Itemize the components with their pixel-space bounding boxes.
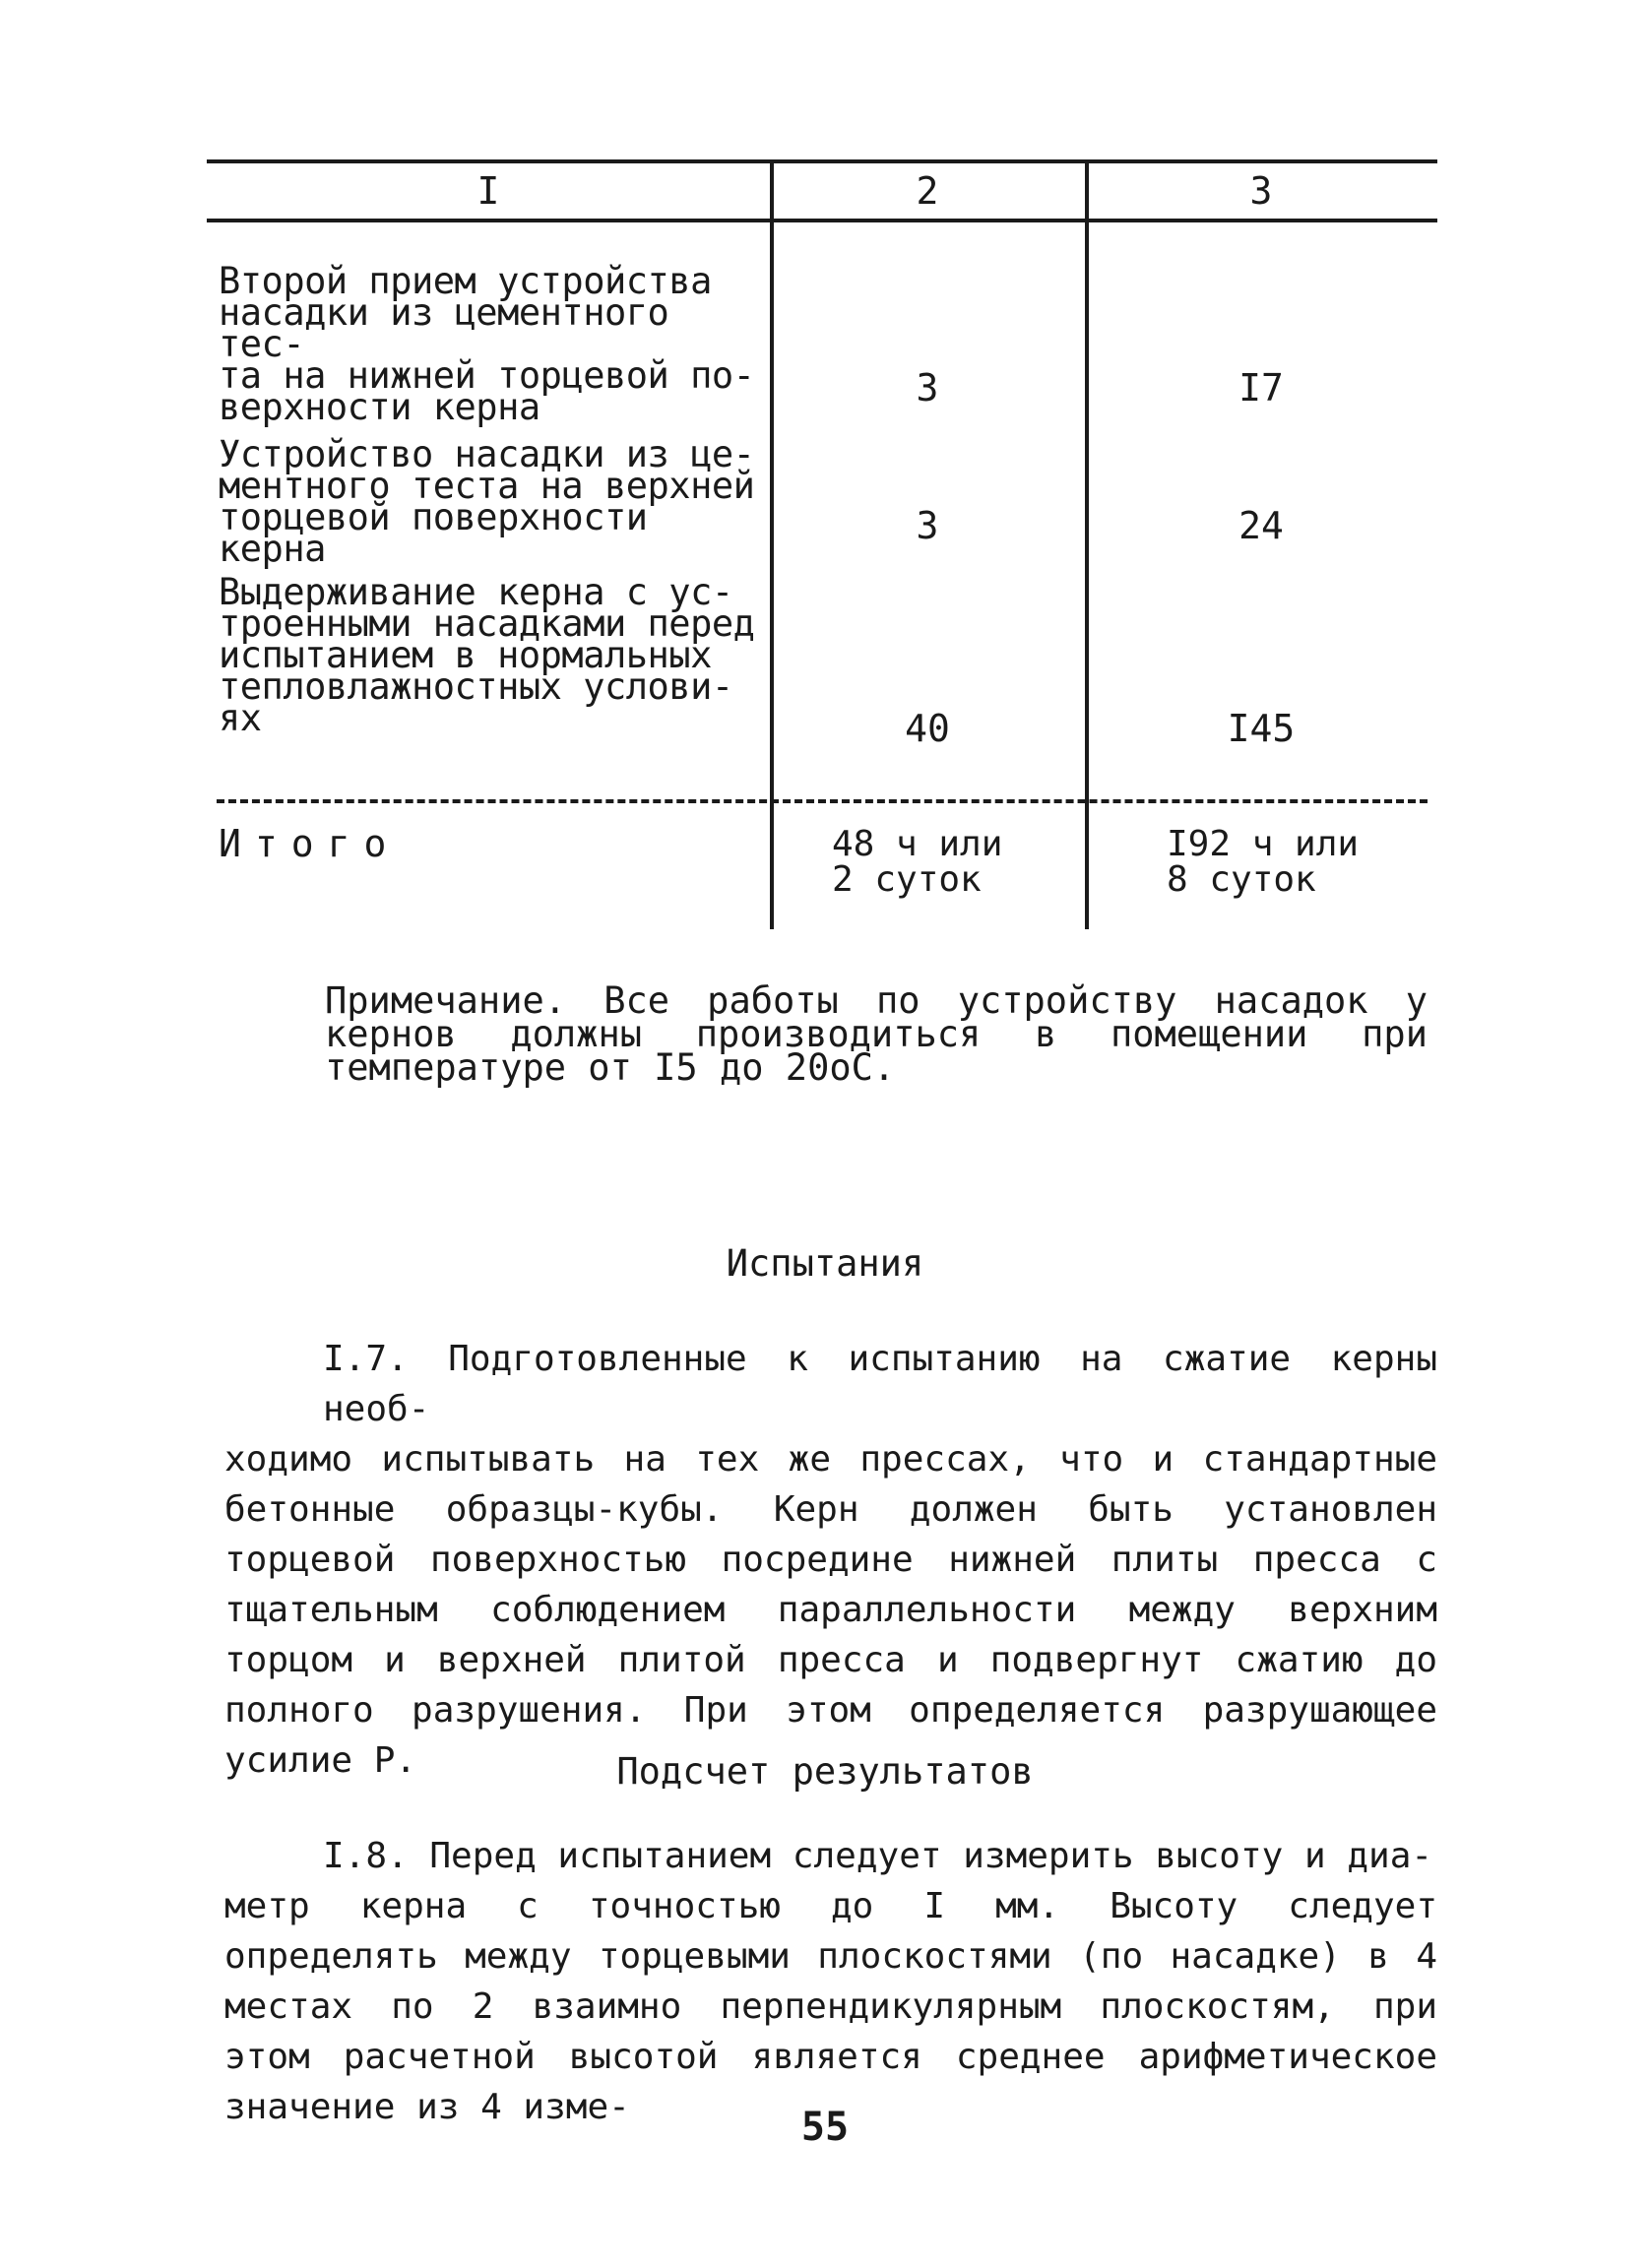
paragraph-1-7-first-line: I.7. Подготовленные к испытанию на сжатие керны необ-: [323, 1339, 1437, 1429]
row-1-label: Второй прием устройства насадки из цементного тес- та на нижней торцевой по- верхности керна: [219, 260, 755, 428]
paragraph-1-7: [224, 1334, 1437, 1786]
total-label: Итого: [219, 822, 401, 865]
row-3-col3: I45: [1227, 707, 1296, 750]
continuation-table: [207, 158, 1437, 935]
header-col-1: I: [476, 169, 500, 213]
total-separator-dashed: [217, 799, 1428, 803]
header-bottom-rule: [207, 219, 1437, 222]
paragraph-1-8-first-line: I.8. Перед испытанием следует измерить высоту и диа-: [323, 1836, 1433, 1876]
row-2-col2: 3: [916, 504, 939, 547]
table-note: Примечание. Все работы по устройству насадок у кернов должны производиться в помещении при температуре от I5 до 20оС.: [325, 979, 1428, 1089]
header-col-2: 2: [916, 169, 939, 213]
section-heading-tests: Испытания: [726, 1242, 924, 1285]
paragraph-1-8-body: метр керна с точностью до I мм. Высоту следует определять между торцевыми плоскостями (по насадке) в 4 местах по 2 взаимно перпендикулярным плоскостям, при этом расчетной высотой является среднее арифметическое значение из 4 изме-: [224, 1886, 1437, 2127]
row-2-label: Устройство насадки из це- ментного теста на верхней торцевой поверхности керна: [219, 433, 755, 570]
row-2-col3: 24: [1238, 504, 1284, 547]
row-3-col2: 40: [905, 707, 950, 750]
row-1-col3: I7: [1238, 366, 1284, 410]
total-col3: I92 ч или 8 суток: [1167, 824, 1360, 900]
header-col-3: 3: [1249, 169, 1273, 213]
row-1-col2: 3: [916, 366, 939, 410]
paragraph-1-7-body: ходимо испытывать на тех же прессах, что и стандартные бетонные образцы-кубы. Керн должен быть установлен торцевой поверхностью посредине нижней плиты пресса с тщательным соблюдением параллельности между верхним торцом и верхней плитой пресса и подвергнут сжатию до полного разрушения. При этом определяется разрушающее усилие Р.: [224, 1439, 1437, 1781]
total-col2: 48 ч или 2 суток: [832, 824, 1003, 900]
paragraph-1-8: [224, 1831, 1437, 2132]
section-heading-results: Подсчет результатов: [616, 1750, 1034, 1793]
page-number: 55: [800, 2105, 850, 2150]
row-3-label: Выдерживание керна с ус- троенными насадками перед испытанием в нормальных тепловлажностных услови- ях: [219, 571, 755, 739]
table-top-rule: [207, 159, 1437, 163]
